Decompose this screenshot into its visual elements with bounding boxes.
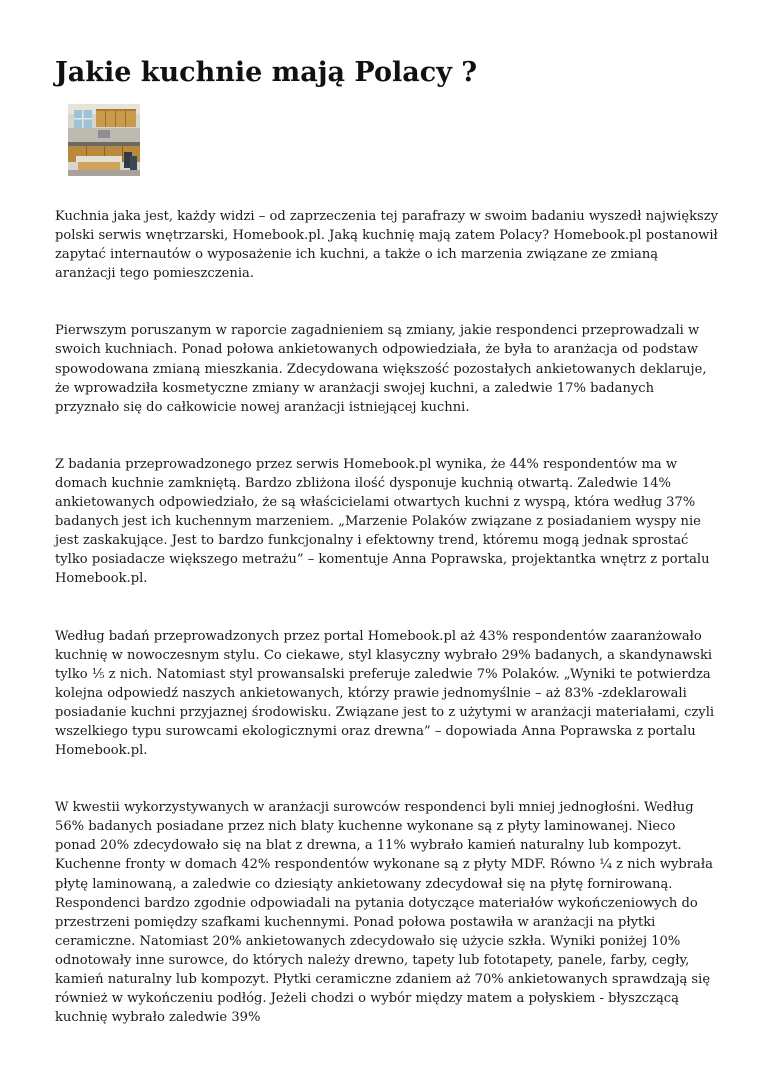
paragraph-2: Pierwszym poruszanym w raporcie zagadnieniem są zmiany, jakie respondenci przeprowadzali w swoich kuchniach. Ponad połowa ankietowanych odpowiedziała, że była to aranżacja od podstaw spowodowana zmianą mieszkania. Zdecydowana większość pozostałych ankietowanych deklaruje, że wprowadziła kosmetyczne zmiany w aranżacji swojej kuchni, a zaledwie 17% badanych przyznało się do całkowicie nowej aranżacji istniejącej kuchni. [55, 323, 707, 415]
article-body [55, 207, 720, 1065]
paragraph-4: Według badań przeprowadzonych przez portal Homebook.pl aż 43% respondentów zaaranżowało kuchnię w nowoczesnym stylu. Co ciekawe, styl klasyczny wybrało 29% badanych, a skandynawski tylko ⅕ z nich. Natomiast styl prowansalski preferuje zaledwie 7% Polaków. „Wyniki te potwierdza kolejna odpowiedź naszych ankietowanych, którzy prawie jednomyślnie – aż 83% -zdeklarowali posiadanie kuchni przyjaznej środowisku. Związane jest to z użytymi w aranżacji materiałami, czyli wszelkiego typu surowcami ekologicznymi oraz drewna” – dopowiada Anna Poprawska z portalu Homebook.pl. [55, 628, 715, 759]
paragraph-3: Z badania przeprowadzonego przez serwis Homebook.pl wynika, że 44% respondentów ma w domach kuchnie zamkniętą. Bardzo zbliżona ilość dysponuje kuchnią otwartą. Zaledwie 14% ankietowanych odpowiedziało, że są właścicielami otwartych kuchni z wyspą, która według 37% badanych jest ich kuchennym marzeniem. „Marzenie Polaków związane z posiadaniem wyspy nie jest zaskakujące. Jest to bardzo funkcjonalny i efektowny trend, któremu mogą jednak sprostać tylko posiadacze większego metrażu” – komentuje Anna Poprawska, projektantka wnętrz z portalu Homebook.pl. [55, 456, 710, 587]
paragraph-1: Kuchnia jaka jest, każdy widzi – od zaprzeczenia tej parafrazy w swoim badaniu wyszedł największy polski serwis wnętrzarski, Homebook.pl. Jaką kuchnię mają zatem Polacy? Homebook.pl postanowił zapytać internautów o wyposażenie ich kuchni, a także o ich marzenia związane ze zmianą aranżacji tego pomieszczenia. [55, 209, 719, 282]
paragraph-5: W kwestii wykorzystywanych w aranżacji surowców respondenci byli mniej jednogłośni. Według 56% badanych posiadane przez nich blaty kuchenne wykonane są z płyty laminowanej. Nieco ponad 20% zdecydowało się na blat z drewna, a 11% wybrało kamień naturalny lub kompozyt. Kuchenne fronty w domach 42% respondentów wykonane są z płyty MDF. Równo ¼ z nich wybrała płytę laminowaną, a zaledwie co dziesiąty ankietowany zdecydował się na płytę fornirowaną. Respondenci bardzo zgodnie odpowiadali na pytania dotyczące materiałów wykończeniowych do przestrzeni pomiędzy szafkami kuchennymi. Ponad połowa postawiła w aranżacji na płytki ceramiczne. Natomiast 20% ankietowanych zdecydowało się użycie szkła. Wyniki poniżej 10% odnotowały inne surowce, do których należy drewno, tapety lub fototapety, panele, farby, cegły, kamień naturalny lub kompozyt. Płytki ceramiczne zdaniem aż 70% ankietowanych sprawdzają się również w wykończeniu podłóg. Jeżeli chodzi o wybór między matem a połyskiem - błyszczącą kuchnię wybrało zaledwie 39% [55, 800, 713, 1026]
page-title: Jakie kuchnie mają Polacy ? [55, 57, 478, 88]
kitchen-photo [68, 104, 140, 176]
